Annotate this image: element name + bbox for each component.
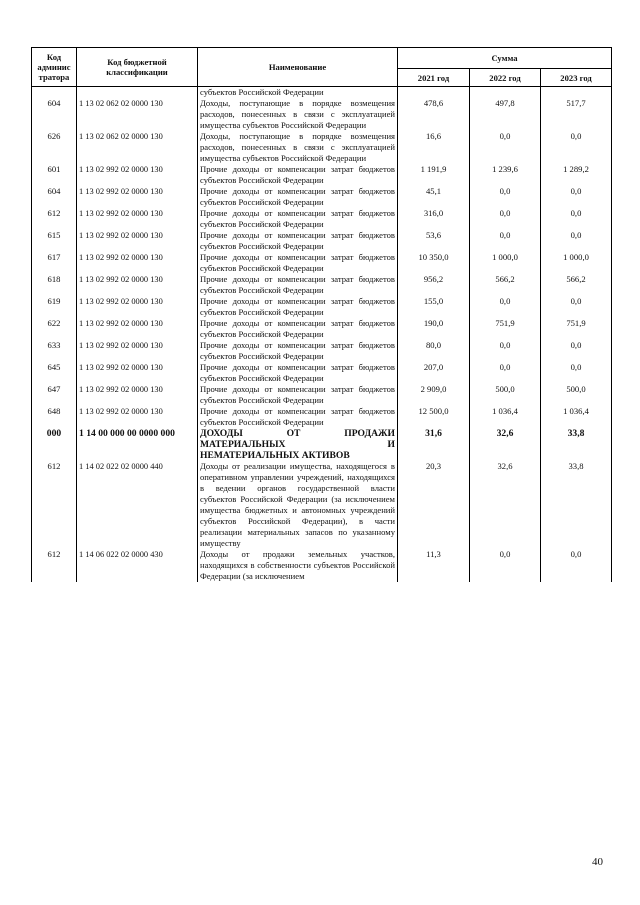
amount-2023-cell: 0,0 xyxy=(541,186,612,208)
admin-code-cell: 000 xyxy=(32,428,77,461)
amount-2021-cell: 478,6 xyxy=(398,98,470,131)
amount-2021-cell: 16,6 xyxy=(398,131,470,164)
continued-name-cell: субъектов Российской Федерации xyxy=(198,87,398,99)
amount-2022-cell: 0,0 xyxy=(470,230,541,252)
revenue-name-cell: Прочие доходы от компенсации затрат бюджетов субъектов Российской Федерации xyxy=(198,296,398,318)
amount-2021-cell: 45,1 xyxy=(398,186,470,208)
amount-2021-cell: 1 191,9 xyxy=(398,164,470,186)
budget-code-cell: 1 13 02 992 02 0000 130 xyxy=(77,164,198,186)
amount-2023-cell: 0,0 xyxy=(541,131,612,164)
table-row xyxy=(32,318,612,340)
table-row xyxy=(32,384,612,406)
revenue-name-cell: Доходы от продажи земельных участков, находящихся в собственности субъектов Российской Федерации (за исключением xyxy=(198,549,398,582)
admin-code-cell: 612 xyxy=(32,461,77,549)
amount-2022-cell: 1 036,4 xyxy=(470,406,541,428)
admin-code-cell: 648 xyxy=(32,406,77,428)
budget-code-cell: 1 13 02 062 02 0000 130 xyxy=(77,98,198,131)
budget-code-cell: 1 13 02 062 02 0000 130 xyxy=(77,131,198,164)
table-row xyxy=(32,428,612,461)
table-row xyxy=(32,340,612,362)
amount-2023-cell: 0,0 xyxy=(541,340,612,362)
budget-code-cell: 1 13 02 992 02 0000 130 xyxy=(77,252,198,274)
amount-2021-cell: 80,0 xyxy=(398,340,470,362)
name-header: Наименование xyxy=(198,48,398,87)
budget-code-cell: 1 13 02 992 02 0000 130 xyxy=(77,296,198,318)
amount-2021-cell: 10 350,0 xyxy=(398,252,470,274)
amount-2022-cell: 0,0 xyxy=(470,186,541,208)
amount-2021-cell: 11,3 xyxy=(398,549,470,582)
budget-code-cell: 1 13 02 992 02 0000 130 xyxy=(77,384,198,406)
admin-code-cell: 604 xyxy=(32,98,77,131)
amount-2022-cell: 1 000,0 xyxy=(470,252,541,274)
amount-2023-cell: 0,0 xyxy=(541,230,612,252)
amount-2022-cell: 0,0 xyxy=(470,340,541,362)
amount-2021-cell: 2 909,0 xyxy=(398,384,470,406)
admin-code-cell: 619 xyxy=(32,296,77,318)
admin-code-cell: 622 xyxy=(32,318,77,340)
table-row xyxy=(32,461,612,549)
admin-code-cell: 618 xyxy=(32,274,77,296)
admin-code-cell: 612 xyxy=(32,549,77,582)
year-2023-header: 2023 год xyxy=(541,69,612,87)
amount-2023-cell: 1 000,0 xyxy=(541,252,612,274)
amount-2021-cell: 31,6 xyxy=(398,428,470,461)
admin-code-cell: 612 xyxy=(32,208,77,230)
budget-code-cell: 1 13 02 992 02 0000 130 xyxy=(77,340,198,362)
amount-2023-cell: 0,0 xyxy=(541,296,612,318)
budget-code-cell: 1 13 02 992 02 0000 130 xyxy=(77,274,198,296)
budget-code-cell: 1 13 02 992 02 0000 130 xyxy=(77,186,198,208)
revenue-name-cell: Прочие доходы от компенсации затрат бюджетов субъектов Российской Федерации xyxy=(198,230,398,252)
budget-code-cell: 1 13 02 992 02 0000 130 xyxy=(77,230,198,252)
amount-2022-cell: 0,0 xyxy=(470,362,541,384)
budget-revenue-table xyxy=(31,47,612,582)
amount-2023-cell: 33,8 xyxy=(541,428,612,461)
revenue-name-cell: Прочие доходы от компенсации затрат бюджетов субъектов Российской Федерации xyxy=(198,340,398,362)
amount-2023-cell: 1 289,2 xyxy=(541,164,612,186)
amount-2021-cell: 12 500,0 xyxy=(398,406,470,428)
revenue-name-cell: Доходы, поступающие в порядке возмещения расходов, понесенных в связи с эксплуатацией имущества субъектов Российской Федерации xyxy=(198,98,398,131)
table-row xyxy=(32,208,612,230)
budget-code-cell: 1 13 02 992 02 0000 130 xyxy=(77,362,198,384)
admin-code-cell: 626 xyxy=(32,131,77,164)
budget-code-cell: 1 13 02 992 02 0000 130 xyxy=(77,208,198,230)
budget-code-cell: 1 13 02 992 02 0000 130 xyxy=(77,318,198,340)
revenue-name-cell: Прочие доходы от компенсации затрат бюджетов субъектов Российской Федерации xyxy=(198,164,398,186)
amount-2022-cell: 497,8 xyxy=(470,98,541,131)
budget-code-cell: 1 14 00 000 00 0000 000 xyxy=(77,428,198,461)
amount-2023-cell: 517,7 xyxy=(541,98,612,131)
amount-2023-cell: 0,0 xyxy=(541,549,612,582)
amount-2021-cell: 53,6 xyxy=(398,230,470,252)
table-header xyxy=(32,48,612,87)
revenue-name-cell: Прочие доходы от компенсации затрат бюджетов субъектов Российской Федерации xyxy=(198,186,398,208)
table-body xyxy=(32,87,612,583)
revenue-name-cell: Прочие доходы от компенсации затрат бюджетов субъектов Российской Федерации xyxy=(198,406,398,428)
revenue-name-cell: Доходы, поступающие в порядке возмещения расходов, понесенных в связи с эксплуатацией имущества субъектов Российской Федерации xyxy=(198,131,398,164)
amount-2022-cell: 0,0 xyxy=(470,208,541,230)
amount-2021-cell: 155,0 xyxy=(398,296,470,318)
amount-2022-cell: 500,0 xyxy=(470,384,541,406)
revenue-name-cell: Прочие доходы от компенсации затрат бюджетов субъектов Российской Федерации xyxy=(198,318,398,340)
revenue-name-cell: Прочие доходы от компенсации затрат бюджетов субъектов Российской Федерации xyxy=(198,208,398,230)
amount-2021-cell: 190,0 xyxy=(398,318,470,340)
table-row xyxy=(32,186,612,208)
amount-2023-cell: 751,9 xyxy=(541,318,612,340)
table-row xyxy=(32,164,612,186)
table-row xyxy=(32,131,612,164)
amount-2022-cell: 0,0 xyxy=(470,296,541,318)
page-number: 40 xyxy=(592,856,603,868)
admin-code-cell: 645 xyxy=(32,362,77,384)
amount-2022-cell: 1 239,6 xyxy=(470,164,541,186)
admin-code-header: Код админис тратора xyxy=(32,48,77,87)
amount-2021-cell: 207,0 xyxy=(398,362,470,384)
amount-2021-cell: 20,3 xyxy=(398,461,470,549)
table-row xyxy=(32,362,612,384)
admin-code-cell: 617 xyxy=(32,252,77,274)
amount-2023-cell: 33,8 xyxy=(541,461,612,549)
revenue-name-cell: Прочие доходы от компенсации затрат бюджетов субъектов Российской Федерации xyxy=(198,274,398,296)
budget-code-cell: 1 13 02 992 02 0000 130 xyxy=(77,406,198,428)
sum-header: Сумма xyxy=(398,48,612,69)
amount-2022-cell: 751,9 xyxy=(470,318,541,340)
table-row xyxy=(32,98,612,131)
revenue-name-cell: Прочие доходы от компенсации затрат бюджетов субъектов Российской Федерации xyxy=(198,384,398,406)
amount-2022-cell: 32,6 xyxy=(470,428,541,461)
year-2021-header: 2021 год xyxy=(398,69,470,87)
amount-2023-cell: 0,0 xyxy=(541,208,612,230)
budget-code-cell: 1 14 02 022 02 0000 440 xyxy=(77,461,198,549)
amount-2021-cell: 316,0 xyxy=(398,208,470,230)
table-row xyxy=(32,296,612,318)
revenue-name-cell: ДОХОДЫ ОТ ПРОДАЖИ МАТЕРИАЛЬНЫХ И НЕМАТЕРИАЛЬНЫХ АКТИВОВ xyxy=(198,428,398,461)
admin-code-cell: 615 xyxy=(32,230,77,252)
amount-2021-cell: 956,2 xyxy=(398,274,470,296)
revenue-name-cell: Прочие доходы от компенсации затрат бюджетов субъектов Российской Федерации xyxy=(198,362,398,384)
amount-2023-cell: 1 036,4 xyxy=(541,406,612,428)
amount-2023-cell: 0,0 xyxy=(541,362,612,384)
amount-2022-cell: 0,0 xyxy=(470,131,541,164)
revenue-name-cell: Прочие доходы от компенсации затрат бюджетов субъектов Российской Федерации xyxy=(198,252,398,274)
amount-2022-cell: 32,6 xyxy=(470,461,541,549)
amount-2022-cell: 0,0 xyxy=(470,549,541,582)
table-row xyxy=(32,274,612,296)
admin-code-cell: 604 xyxy=(32,186,77,208)
year-2022-header: 2022 год xyxy=(470,69,541,87)
table-row xyxy=(32,252,612,274)
budget-code-cell: 1 14 06 022 02 0000 430 xyxy=(77,549,198,582)
table-row xyxy=(32,549,612,582)
amount-2022-cell: 566,2 xyxy=(470,274,541,296)
budget-classification-code-header: Код бюджетной классификации xyxy=(77,48,198,87)
continued-row xyxy=(32,87,612,99)
table-row xyxy=(32,406,612,428)
amount-2023-cell: 566,2 xyxy=(541,274,612,296)
revenue-name-cell: Доходы от реализации имущества, находящегося в оперативном управлении учреждений, находящихся в ведении органов государственной власти субъектов Российской Федерации (за исключением имущества бюджетных и автономных учреждений субъектов Российской Федерации), в части реализации материальных запасов по указанному имуществу xyxy=(198,461,398,549)
amount-2023-cell: 500,0 xyxy=(541,384,612,406)
admin-code-cell: 647 xyxy=(32,384,77,406)
table-row xyxy=(32,230,612,252)
admin-code-cell: 601 xyxy=(32,164,77,186)
admin-code-cell: 633 xyxy=(32,340,77,362)
